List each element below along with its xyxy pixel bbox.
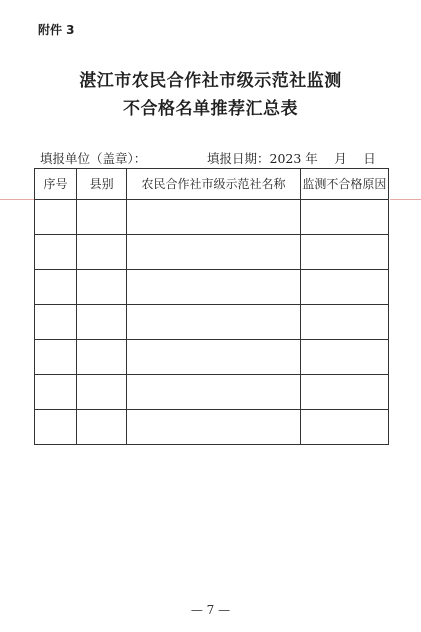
header-county: 县别 [77,169,127,200]
table-cell [35,235,77,270]
table-cell [127,375,300,410]
table-cell [35,200,77,235]
table-cell [77,375,127,410]
table-cell [300,235,388,270]
table-cell [77,340,127,375]
table-row [35,340,389,375]
document-title-line-1: 湛江市农民合作社市级示范社监测 [79,71,342,91]
fill-date-label: 填报日期：2023 年 月 日 [207,151,376,166]
table-cell [127,235,300,270]
table-cell [127,305,300,340]
table-cell [300,200,388,235]
table-cell [35,410,77,445]
table-header-row [35,169,389,200]
table-cell [127,410,300,445]
table-cell [77,270,127,305]
table-cell [77,235,127,270]
table-row [35,235,389,270]
table-cell [127,270,300,305]
table-cell [35,375,77,410]
table-row [35,270,389,305]
table-row [35,410,389,445]
page-number: — 7 — [190,603,231,617]
table-cell [35,340,77,375]
table-cell [127,200,300,235]
header-serial-number: 序号 [35,169,77,200]
table-row [35,375,389,410]
table-cell [300,410,388,445]
table-cell [300,375,388,410]
table-row [35,200,389,235]
header-failure-reason: 监测不合格原因 [300,169,388,200]
summary-table [34,168,389,445]
table-cell [300,270,388,305]
table-cell [127,340,300,375]
table-cell [300,340,388,375]
fill-unit-label: 填报单位（盖章）： [40,151,147,166]
table-cell [77,410,127,445]
table-cell [35,305,77,340]
margin-mark-right [390,199,421,200]
table-cell [300,305,388,340]
table-cell [77,200,127,235]
document-title-line-2: 不合格名单推荐汇总表 [123,99,298,119]
header-cooperative-name: 农民合作社市级示范社名称 [127,169,300,200]
table-cell [35,270,77,305]
table-cell [77,305,127,340]
table-row [35,305,389,340]
attachment-label: 附件 3 [38,23,75,37]
